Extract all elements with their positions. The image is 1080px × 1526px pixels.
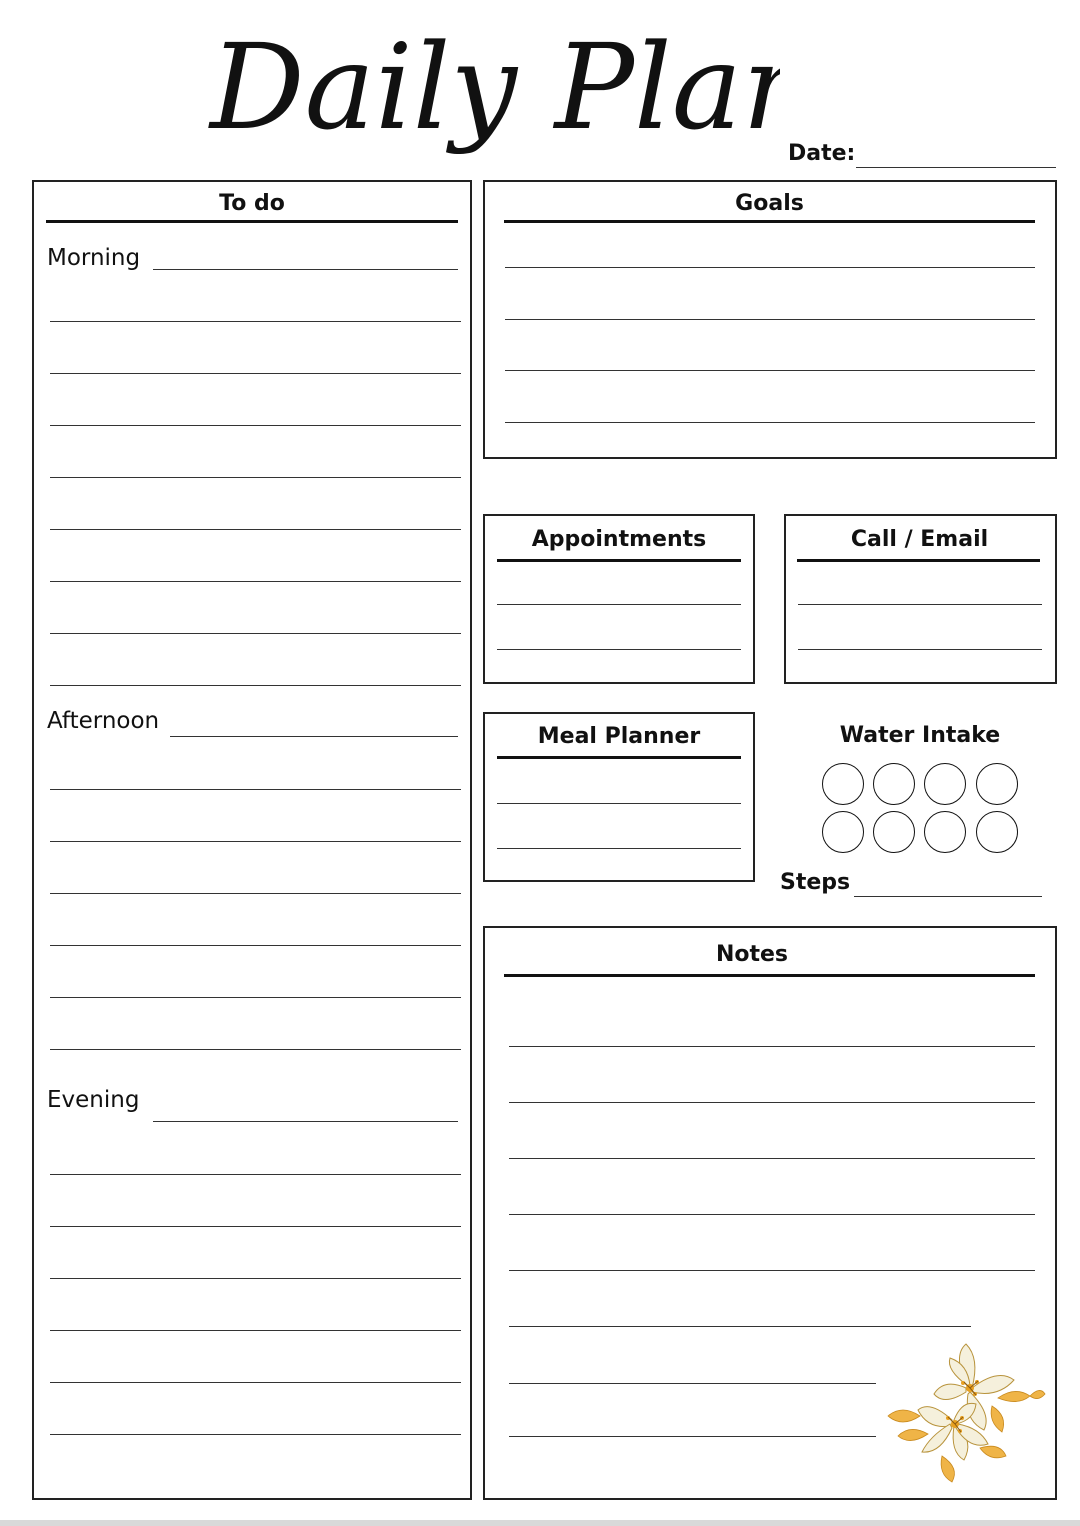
water-glass-circle[interactable] xyxy=(873,811,915,853)
todo-line[interactable] xyxy=(50,841,461,842)
goals-heading: Goals xyxy=(735,191,804,216)
water-glass-circle[interactable] xyxy=(976,763,1018,805)
todo-line[interactable] xyxy=(50,685,461,686)
todo-line[interactable] xyxy=(50,425,461,426)
steps-label: Steps xyxy=(780,870,851,895)
todo-line[interactable] xyxy=(50,893,461,894)
notes-line[interactable] xyxy=(509,1046,1035,1047)
title-text: Daily Pla xyxy=(210,18,743,156)
morning-label: Morning xyxy=(47,245,141,271)
water-glass-circle[interactable] xyxy=(924,811,966,853)
todo-line[interactable] xyxy=(50,529,461,530)
meal-planner-heading: Meal Planner xyxy=(537,724,701,749)
notes-line[interactable] xyxy=(509,1270,1035,1271)
call-email-line[interactable] xyxy=(798,604,1042,605)
steps-field[interactable] xyxy=(854,896,1042,897)
date-field[interactable] xyxy=(856,167,1056,168)
appointments-heading-rule xyxy=(497,559,741,562)
todo-line[interactable] xyxy=(50,997,461,998)
appointments-line[interactable] xyxy=(497,604,741,605)
todo-line[interactable] xyxy=(50,321,461,322)
water-glass-circle[interactable] xyxy=(924,763,966,805)
meal-planner-heading-rule xyxy=(497,756,741,759)
morning-line[interactable] xyxy=(153,269,458,270)
goals-line[interactable] xyxy=(505,267,1035,268)
date-label: Date: xyxy=(788,141,856,166)
appointments-line[interactable] xyxy=(497,649,741,650)
todo-line[interactable] xyxy=(50,1278,461,1279)
call-email-line[interactable] xyxy=(798,649,1042,650)
todo-line[interactable] xyxy=(50,1226,461,1227)
todo-line[interactable] xyxy=(50,1049,461,1050)
sheet-bottom-edge xyxy=(0,1520,1080,1526)
meal-planner-line[interactable] xyxy=(497,803,741,804)
meal-planner-line[interactable] xyxy=(497,848,741,849)
water-intake-heading: Water Intake xyxy=(839,723,1001,748)
evening-label: Evening xyxy=(47,1087,140,1113)
todo-line[interactable] xyxy=(50,1382,461,1383)
todo-line[interactable] xyxy=(50,1434,461,1435)
notes-line[interactable] xyxy=(509,1158,1035,1159)
todo-line[interactable] xyxy=(50,945,461,946)
notes-line[interactable] xyxy=(509,1102,1035,1103)
notes-line[interactable] xyxy=(509,1214,1035,1215)
notes-line[interactable] xyxy=(509,1436,876,1437)
todo-line[interactable] xyxy=(50,1174,461,1175)
todo-line[interactable] xyxy=(50,789,461,790)
notes-heading-rule xyxy=(504,974,1035,977)
water-glass-circle[interactable] xyxy=(873,763,915,805)
todo-heading-rule xyxy=(46,220,458,223)
goals-heading-rule xyxy=(504,220,1035,223)
call-email-heading-rule xyxy=(797,559,1040,562)
title-script xyxy=(200,10,780,180)
goals-line[interactable] xyxy=(505,370,1035,371)
water-glass-circle[interactable] xyxy=(822,763,864,805)
evening-line[interactable] xyxy=(153,1121,458,1122)
todo-line[interactable] xyxy=(50,373,461,374)
lily-flower-icon xyxy=(880,1336,1050,1486)
notes-heading: Notes xyxy=(715,942,789,967)
notes-line[interactable] xyxy=(509,1326,971,1327)
afternoon-line[interactable] xyxy=(170,736,458,737)
goals-line[interactable] xyxy=(505,422,1035,423)
water-glass-circle[interactable] xyxy=(822,811,864,853)
afternoon-label: Afternoon xyxy=(47,708,160,734)
todo-heading: To do xyxy=(219,191,285,216)
todo-line[interactable] xyxy=(50,477,461,478)
page-title xyxy=(200,10,780,180)
todo-line[interactable] xyxy=(50,633,461,634)
notes-line[interactable] xyxy=(509,1383,876,1384)
call-email-heading: Call / Email xyxy=(850,527,989,552)
appointments-heading: Appointments xyxy=(531,527,707,552)
todo-line[interactable] xyxy=(50,581,461,582)
todo-box xyxy=(32,180,472,1500)
goals-line[interactable] xyxy=(505,319,1035,320)
water-glass-circle[interactable] xyxy=(976,811,1018,853)
todo-line[interactable] xyxy=(50,1330,461,1331)
